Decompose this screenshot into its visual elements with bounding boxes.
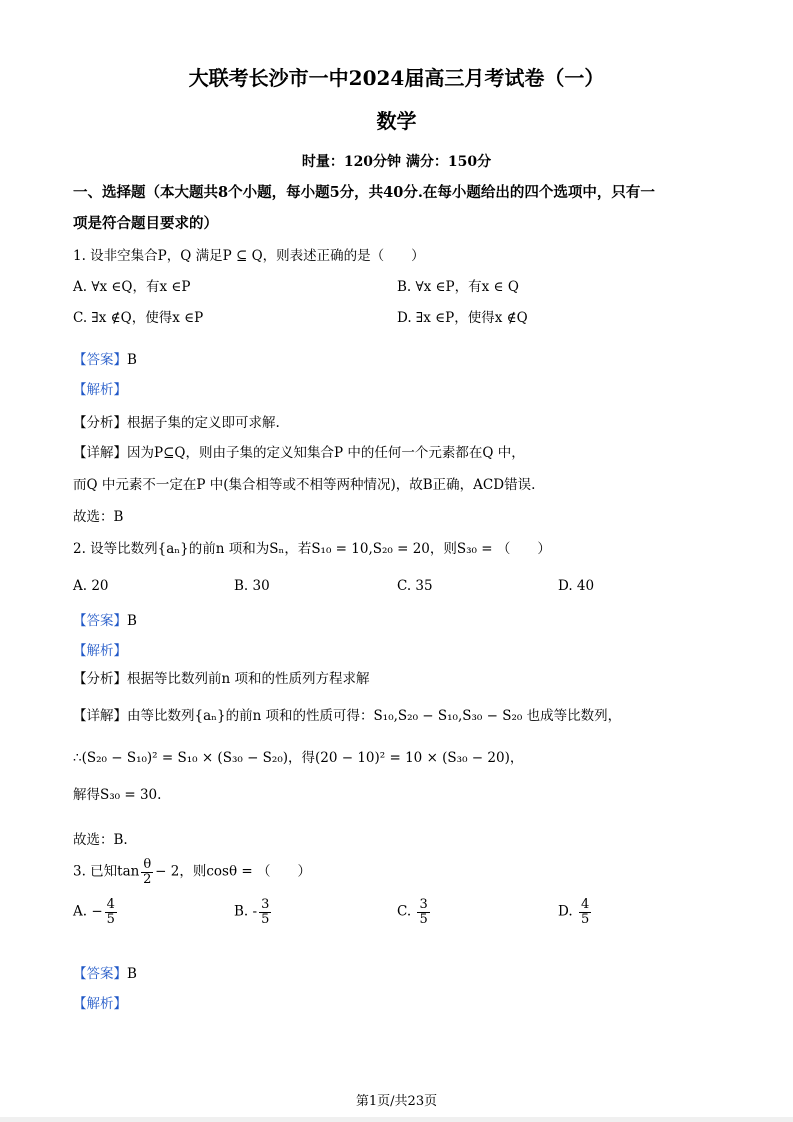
q1-fenxi: 根据子集的定义即可求解. xyxy=(127,415,280,431)
option-label: D. xyxy=(558,903,573,920)
page-bottom-divider xyxy=(0,1117,793,1122)
fraction-numerator: θ xyxy=(143,857,152,872)
q2-fenxi-line xyxy=(73,667,370,687)
option-sign: − xyxy=(91,903,103,920)
q1-option-d: D. ∃x ∈P，使得x ∉Q xyxy=(397,310,528,326)
q2-detail-line1 xyxy=(73,704,621,724)
q2-answer-line xyxy=(73,609,137,629)
detail-tag: 【详解】 xyxy=(73,708,127,724)
q2-detail1: 由等比数列{aₙ}的前n 项和的性质可得：S₁₀,S₂₀ − S₁₀,S₃₀ − S₂₀ 也成等比数列， xyxy=(127,708,622,724)
q2-option-c: C. 35 xyxy=(397,578,433,594)
q3-option-a xyxy=(73,898,119,926)
page-number: 第1页/共23页 xyxy=(355,1094,438,1109)
option-fraction xyxy=(579,898,591,926)
fraction-denominator: 5 xyxy=(106,911,115,927)
q1-detail-line2: 而Q 中元素不一定在P 中(集合相等或不相等两种情况)，故B正确，ACD错误. xyxy=(73,477,536,493)
q1-answer: B xyxy=(127,352,137,368)
option-label: C. xyxy=(397,903,412,920)
q1-stem: 1. 设非空集合P，Q 满足P ⊆ Q，则表述正确的是（ ） xyxy=(73,248,425,264)
fraction-denominator: 5 xyxy=(261,911,270,927)
fraction-numerator: 3 xyxy=(419,897,428,912)
q2-detail-line2: ∴(S₂₀ − S₁₀)² = S₁₀ × (S₃₀ − S₂₀)，得(20 − 10)² = 10 × (S₃₀ − 20)， xyxy=(73,750,524,766)
exam-title: 大联考长沙市一中2024届高三月考试卷（一） xyxy=(188,66,605,90)
q3-analysis-tag: 【解析】 xyxy=(73,996,127,1012)
q1-detail-line1 xyxy=(73,441,525,461)
q2-answer: B xyxy=(127,613,137,629)
fenxi-tag: 【分析】 xyxy=(73,671,127,687)
q3-stem-suffix: − 2，则cosθ = （ ） xyxy=(155,863,312,880)
q3-stem-prefix: 3. 已知tan xyxy=(73,863,140,880)
q2-option-b: B. 30 xyxy=(234,578,270,594)
fraction-denominator: 5 xyxy=(580,911,590,927)
q2-stem: 2. 设等比数列{aₙ}的前n 项和为Sₙ，若S₁₀ = 10,S₂₀ = 20，则S₃₀ = （ ） xyxy=(73,541,551,557)
q2-option-d: D. 40 xyxy=(558,578,595,594)
answer-tag: 【答案】 xyxy=(73,613,127,629)
q3-stem xyxy=(73,858,311,886)
q1-choose: 故选：B xyxy=(73,509,124,525)
answer-tag: 【答案】 xyxy=(73,352,127,368)
option-fraction xyxy=(259,898,271,926)
fraction-numerator: 3 xyxy=(261,897,270,912)
option-label: B. xyxy=(234,903,249,920)
q3-option-c xyxy=(397,898,432,926)
q3-answer-line xyxy=(73,962,137,982)
q3-answer: B xyxy=(127,966,137,982)
time-info: 时量：120分钟 满分：150分 xyxy=(301,154,492,170)
q1-option-c: C. ∃x ∉Q，使得x ∈P xyxy=(73,310,204,326)
q2-choose: 故选：B. xyxy=(73,832,128,848)
q1-analysis-tag: 【解析】 xyxy=(73,382,127,398)
fenxi-tag: 【分析】 xyxy=(73,415,127,431)
q1-fenxi-line xyxy=(73,411,280,431)
subject-title: 数学 xyxy=(376,109,417,133)
q2-analysis-tag: 【解析】 xyxy=(73,643,127,659)
fraction-denominator: 5 xyxy=(419,911,428,927)
section-heading-line2: 项是符合题目要求的） xyxy=(73,215,218,232)
q2-option-a: A. 20 xyxy=(73,578,109,594)
q2-detail-line3: 解得S₃₀ = 30. xyxy=(73,787,162,803)
option-fraction xyxy=(105,898,117,926)
fraction-denominator: 2 xyxy=(143,871,152,887)
q2-fenxi: 根据等比数列前n 项和的性质列方程求解 xyxy=(127,671,370,687)
fraction-numerator: 4 xyxy=(580,897,590,912)
option-label: A. xyxy=(73,903,88,920)
answer-tag: 【答案】 xyxy=(73,966,127,982)
q1-detail1: 因为P⊆Q，则由子集的定义知集合P 中的任何一个元素都在Q 中， xyxy=(127,445,525,461)
q1-option-b: B. ∀x ∈P，有x ∈ Q xyxy=(397,279,519,295)
q3-stem-fraction xyxy=(141,858,153,886)
q1-option-a: A. ∀x ∈Q，有x ∈P xyxy=(73,279,191,295)
section-heading-line1: 一、选择题（本大题共8个小题，每小题5分，共40分.在每小题给出的四个选项中，只有一 xyxy=(73,184,655,201)
option-sign: - xyxy=(252,903,258,920)
option-fraction xyxy=(417,898,429,926)
q3-option-b xyxy=(234,898,273,926)
q1-answer-line xyxy=(73,348,137,368)
q3-option-d xyxy=(558,898,593,926)
detail-tag: 【详解】 xyxy=(73,445,127,461)
fraction-numerator: 4 xyxy=(106,897,115,912)
